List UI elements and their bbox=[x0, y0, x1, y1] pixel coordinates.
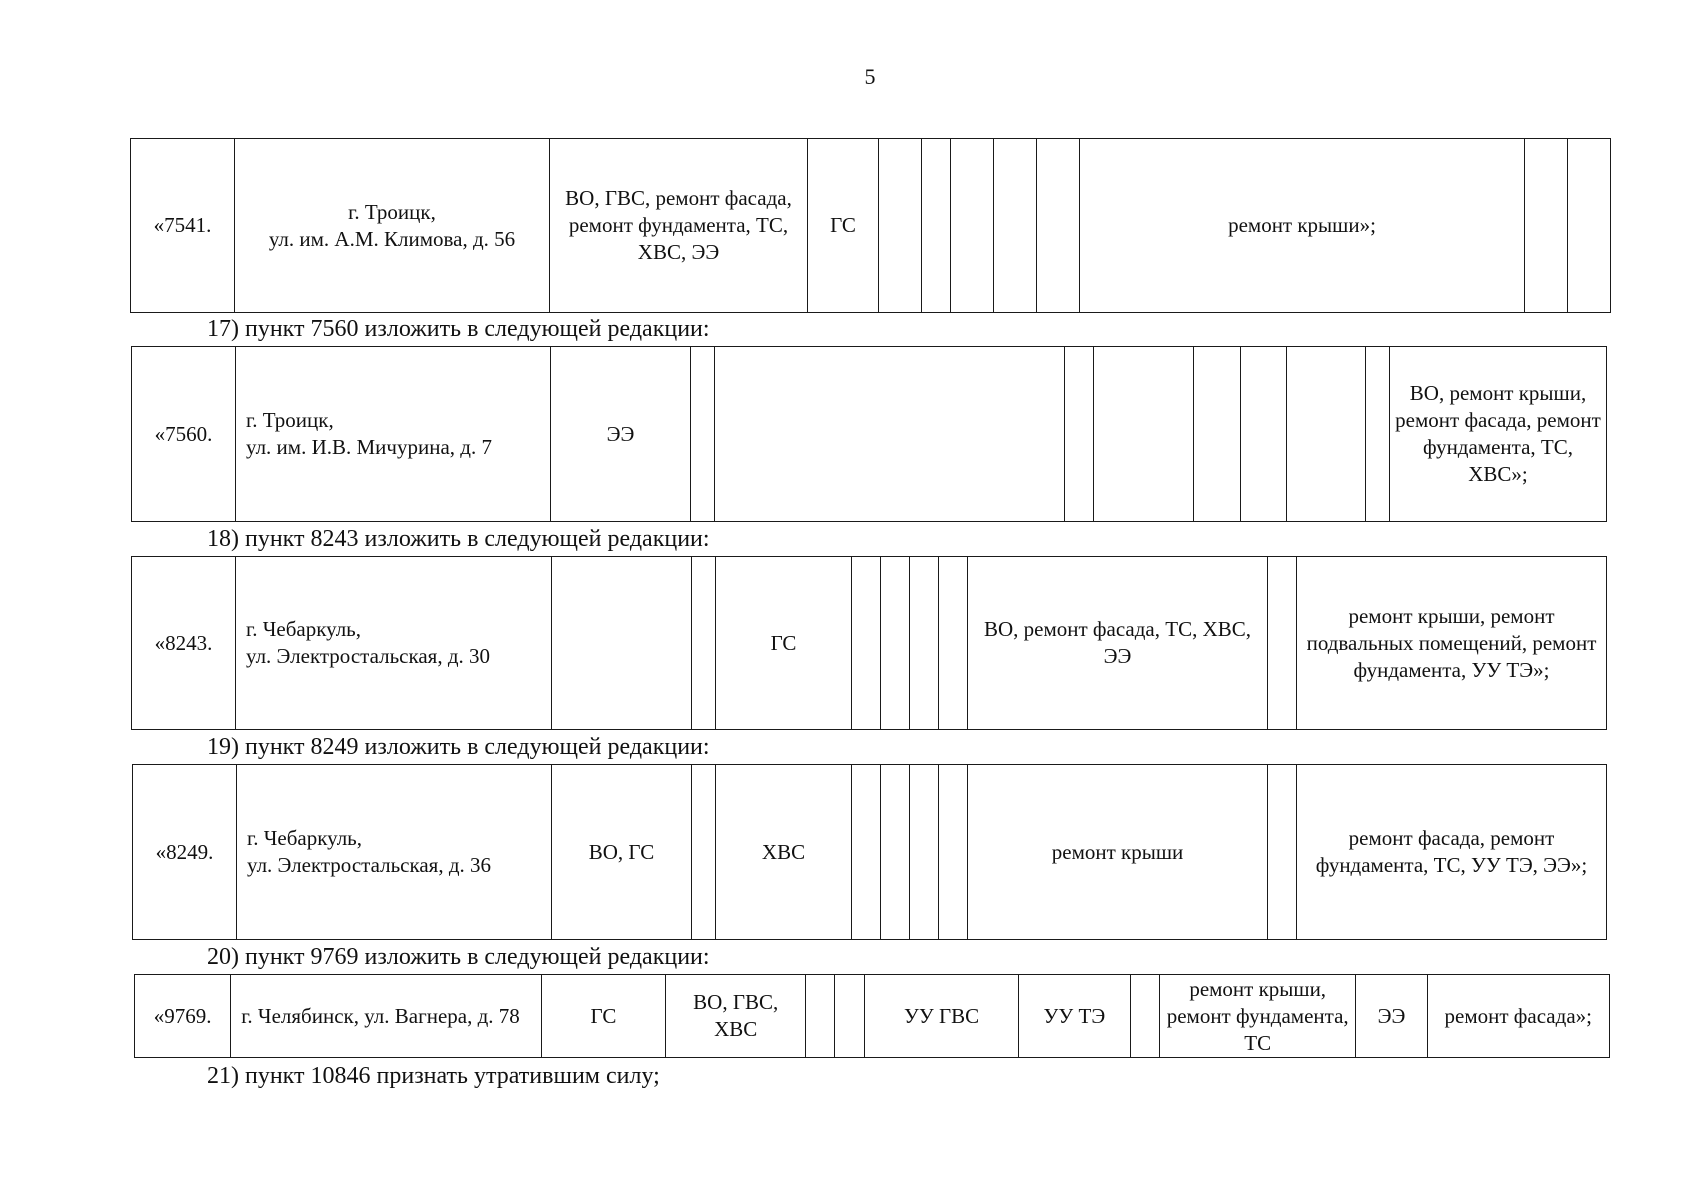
empty-cell bbox=[835, 975, 865, 1058]
works-cell: ВО, ГВС, ремонт фасада, ремонт фундамента, ТС, ХВС, ЭЭ bbox=[550, 139, 808, 313]
instruction-17: 17) пункт 7560 изложить в следующей редакции: bbox=[207, 316, 710, 342]
table-row-9769 bbox=[134, 974, 1610, 1058]
table-row-8249 bbox=[132, 764, 1607, 940]
works-cell-uute: УУ ТЭ bbox=[1018, 975, 1130, 1058]
empty-cell bbox=[1366, 347, 1390, 522]
empty-cell bbox=[1268, 765, 1297, 940]
empty-cell bbox=[1094, 347, 1194, 522]
item-number: «8243. bbox=[132, 557, 236, 730]
table-row-7541 bbox=[130, 138, 1611, 313]
empty-cell bbox=[1568, 139, 1611, 313]
instruction-20: 20) пункт 9769 изложить в следующей редакции: bbox=[207, 944, 710, 970]
empty-cell bbox=[881, 557, 910, 730]
works-cell-mid: ВО, ремонт фасада, ТС, ХВС, ЭЭ bbox=[968, 557, 1268, 730]
works-cell-gs: ГС bbox=[541, 975, 665, 1058]
address-text: г. Троицк, ул. им. А.М. Климова, д. 56 bbox=[268, 199, 516, 251]
empty-cell bbox=[910, 765, 939, 940]
empty-cell bbox=[951, 139, 994, 313]
empty-cell bbox=[692, 557, 716, 730]
empty-cell bbox=[939, 765, 968, 940]
empty-cell bbox=[1194, 347, 1241, 522]
empty-cell bbox=[715, 347, 1065, 522]
address-cell bbox=[236, 557, 552, 730]
table-row-7560 bbox=[131, 346, 1607, 522]
instruction-19: 19) пункт 8249 изложить в следующей редакции: bbox=[207, 734, 710, 760]
empty-cell bbox=[691, 347, 715, 522]
works-cell-roof: ремонт крыши, ремонт фундамента, ТС bbox=[1160, 975, 1356, 1058]
table-row-8243 bbox=[131, 556, 1607, 730]
works-cell-last: ВО, ремонт крыши, ремонт фасада, ремонт фундамента, ТС, ХВС»; bbox=[1390, 347, 1607, 522]
works-cell-roof: ремонт крыши»; bbox=[1080, 139, 1525, 313]
empty-cell bbox=[881, 765, 910, 940]
works-cell-last: ремонт фасада»; bbox=[1427, 975, 1609, 1058]
works-cell: ВО, ГС bbox=[552, 765, 692, 940]
empty-cell bbox=[692, 765, 716, 940]
works-cell-gs: ГС bbox=[716, 557, 852, 730]
works-cell-last: ремонт фасада, ремонт фундамента, ТС, УУ ТЭ, ЭЭ»; bbox=[1297, 765, 1607, 940]
empty-cell bbox=[552, 557, 692, 730]
works-cell-ee: ЭЭ bbox=[551, 347, 691, 522]
works-cell-last: ремонт крыши, ремонт подвальных помещений, ремонт фундамента, УУ ТЭ»; bbox=[1297, 557, 1607, 730]
works-cell-xvs: ХВС bbox=[716, 765, 852, 940]
empty-cell bbox=[994, 139, 1037, 313]
address-text: г. Троицк, ул. им. И.В. Мичурина, д. 7 bbox=[246, 408, 492, 459]
empty-cell bbox=[1065, 347, 1094, 522]
works-cell-gs: ГС bbox=[808, 139, 879, 313]
empty-cell bbox=[852, 765, 881, 940]
item-number: «8249. bbox=[133, 765, 237, 940]
page-number-text: 5 bbox=[864, 64, 876, 89]
address-cell bbox=[237, 765, 552, 940]
works-cell-ee: ЭЭ bbox=[1356, 975, 1427, 1058]
empty-cell bbox=[879, 139, 922, 313]
instruction-21: 21) пункт 10846 признать утратившим силу; bbox=[207, 1063, 660, 1089]
empty-cell bbox=[910, 557, 939, 730]
page-number bbox=[0, 64, 1698, 90]
empty-cell bbox=[1037, 139, 1080, 313]
item-number: «9769. bbox=[135, 975, 231, 1058]
address-text: г. Чебаркуль, ул. Электростальская, д. 36 bbox=[247, 826, 492, 877]
item-number: «7560. bbox=[132, 347, 236, 522]
works-cell-uugvs: УУ ГВС bbox=[865, 975, 1018, 1058]
address-text: г. Чебаркуль, ул. Электростальская, д. 30 bbox=[246, 617, 491, 668]
empty-cell bbox=[1268, 557, 1297, 730]
address-cell: г. Челябинск, ул. Вагнера, д. 78 bbox=[231, 975, 542, 1058]
works-cell-mid: ремонт крыши bbox=[968, 765, 1268, 940]
address-cell bbox=[235, 139, 550, 313]
empty-cell bbox=[1525, 139, 1568, 313]
empty-cell bbox=[1287, 347, 1366, 522]
empty-cell bbox=[852, 557, 881, 730]
empty-cell bbox=[922, 139, 951, 313]
empty-cell bbox=[806, 975, 835, 1058]
empty-cell bbox=[939, 557, 968, 730]
empty-cell bbox=[1130, 975, 1159, 1058]
works-cell: ВО, ГВС, ХВС bbox=[666, 975, 806, 1058]
instruction-18: 18) пункт 8243 изложить в следующей редакции: bbox=[207, 526, 710, 552]
empty-cell bbox=[1241, 347, 1287, 522]
item-number: «7541. bbox=[131, 139, 235, 313]
address-cell bbox=[236, 347, 551, 522]
